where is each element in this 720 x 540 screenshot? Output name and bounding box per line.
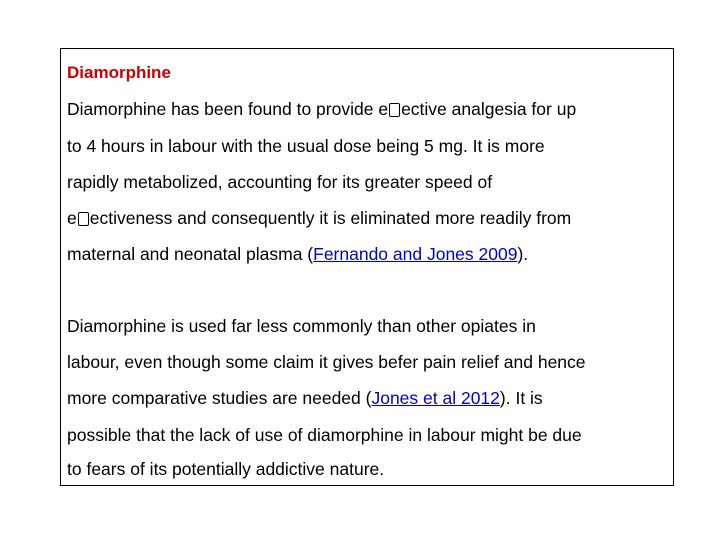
- text-segment: maternal and neonatal plasma (: [67, 244, 314, 264]
- paragraph-2-line-1: Diamorphine is used far less commonly than other opiates in: [67, 316, 536, 336]
- paragraph-1-line-3: rapidly metabolized, accounting for its greater speed of: [67, 172, 493, 192]
- text-segment: Diamorphine has been found to provide e: [67, 99, 389, 119]
- paragraph-2-line-4: possible that the lack of use of diamorphine in labour might be due: [67, 425, 582, 445]
- text-segment: ective analgesia for up: [401, 99, 577, 119]
- citation-link-jones-2012[interactable]: Jones et al 2012: [371, 388, 500, 408]
- section-heading: Diamorphine: [67, 63, 171, 82]
- paragraph-1-line-2: to 4 hours in labour with the usual dose being 5 mg. It is more: [67, 136, 545, 156]
- citation-link-fernando-jones-2009[interactable]: Fernando and Jones 2009: [313, 244, 518, 264]
- paragraph-2-line-3: [67, 388, 543, 409]
- replacement-box-icon: [389, 103, 400, 117]
- text-segment: ). It is: [499, 388, 543, 408]
- paragraph-1-line-5: [67, 244, 528, 265]
- paragraph-1-line-4: [67, 208, 571, 229]
- paragraph-2-line-2: labour, even though some claim it gives befer pain relief and hence: [67, 352, 586, 372]
- text-segment: more comparative studies are needed (: [67, 388, 372, 408]
- text-segment: ectiveness and consequently it is eliminated more readily from: [89, 208, 572, 228]
- text-segment: e: [67, 208, 77, 228]
- replacement-box-icon: [78, 212, 89, 226]
- text-segment: ).: [517, 244, 529, 264]
- paragraph-1-line-1: [67, 99, 576, 120]
- paragraph-2-line-5: to fears of its potentially addictive nature.: [67, 459, 385, 479]
